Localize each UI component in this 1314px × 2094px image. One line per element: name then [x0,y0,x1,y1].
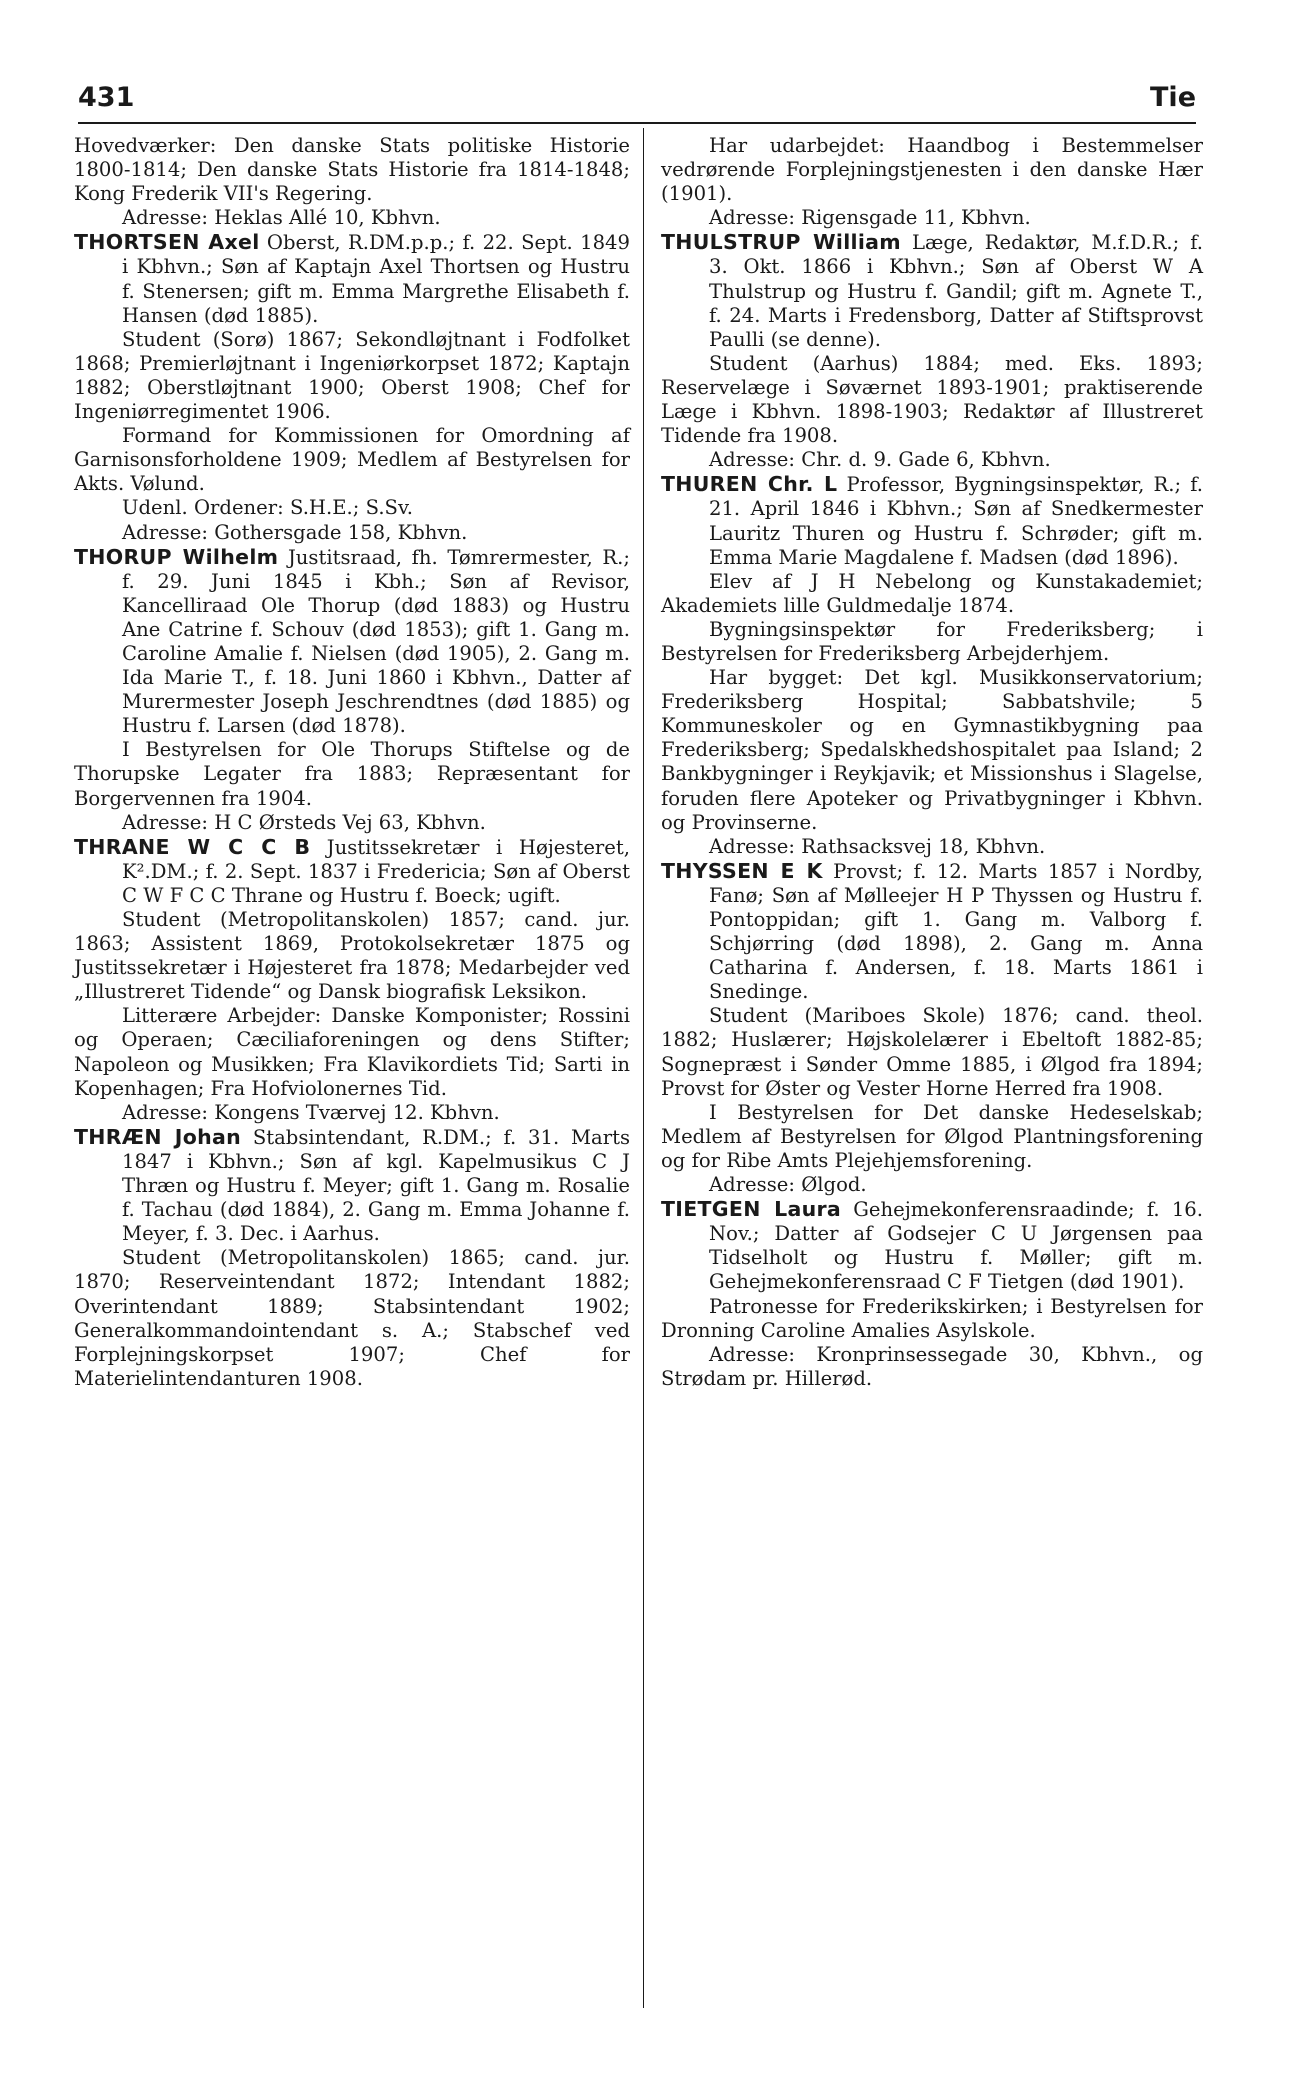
biography-entry [74,545,630,739]
entry-paragraph: Adresse: H C Ørsteds Vej 63, Kbhvn. [122,810,486,834]
entry-name: THRÆN Johan [74,1124,242,1149]
biography-entry [74,1125,630,1246]
entry-text: Gehejmekonferensraadinde; f. 16. Nov.; Datter af Godsejer C U Jørgensen paa Tidselholt og Hustru f. Møller; gift m. Gehejmekonferensraad C F Tietgen (død 1901). [709,1198,1203,1294]
entry-paragraph: Student (Sorø) 1867; Sekondløjtnant i Fodfolket 1868; Premierløjtnant i Ingeniørkorpset 1872; Kaptajn 1882; Oberstløjtnant 1900; Oberst 1908; Chef for Ingeniørregimentet 1906. [74,327,630,424]
entry-paragraph: Adresse: Kongens Tværvej 12. Kbhvn. [122,1100,500,1124]
entry-paragraph: Har bygget: Det kgl. Musikkonservatorium; Frederiksberg Hospital; Sabbatshvile; 5 Kommuneskoler og en Gymnastikbygning paa Frederiksberg; Spedalskhedshospitalet paa Island; 2 Bankbygninger i Reykjavik; et Missionshus i Slagelse, foruden flere Apoteker og Privatbygninger i Kbhvn. og Provinserne. [661,666,1203,834]
entry-name: THYSSEN E K [661,858,823,883]
entry-paragraph: Adresse: Chr. d. 9. Gade 6, Kbhvn. [709,448,1051,472]
right-column [661,134,1203,1391]
entry-paragraph: Student (Mariboes Skole) 1876; cand. theol. 1882; Huslærer; Højskolelærer i Ebeltoft 1882-85; Sognepræst i Sønder Omme 1885, i Ølgod fra 1894; Provst for Øster og Vester Horne Herred fra 1908. [661,1004,1203,1100]
entry-paragraph: Patronesse for Frederikskirken; i Bestyrelsen for Dronning Caroline Amalies Asylskole. [661,1294,1203,1342]
continued-paragraph: Hovedværker: Den danske Stats politiske Historie 1800-1814; Den danske Stats Historie fra 1814-1848; Kong Frederik VII's Regering. [74,134,630,206]
entry-paragraph: Adresse: Rathsacksvej 18, Kbhvn. [709,834,1046,858]
entry-paragraph: Litterære Arbejder: Danske Komponister; Rossini og Operaen; Cæciliaforeningen og dens Stifter; Napoleon og Musikken; Fra Klavikordiets Tid; Sarti in Kopenhagen; Fra Hofviolonernes Tid. [74,1004,630,1100]
entry-name: THORUP Wilhelm [74,544,279,569]
entry-paragraph: I Bestyrelsen for Det danske Hedeselskab; Medlem af Bestyrelsen for Ølgod Plantningsforening og for Ribe Amts Plejehjemsforening. [661,1100,1203,1172]
running-head: Tie [1150,82,1196,113]
entry-text: Oberst, R.DM.p.p.; f. 22. Sept. 1849 i Kbhvn.; Søn af Kaptajn Axel Thortsen og Hustru f. Stenersen; gift m. Emma Margrethe Elisabeth f. Hansen (død 1885). [122,231,630,327]
header-rule [78,122,1196,124]
entry-name: THRANE W C C B [74,834,311,859]
left-column [74,134,630,1391]
entry-paragraph: Har udarbejdet: Haandbog i Bestemmelser vedrørende Forplejningstjenesten i den danske Hær (1901). [661,134,1203,206]
entry-text: Justitssekretær i Højesteret, K².DM.; f. 2. Sept. 1837 i Fredericia; Søn af Oberst C W F C C Thrane og Hustru f. Boeck; ugift. [122,835,630,907]
entry-paragraph: Student (Metropolitanskolen) 1865; cand. jur. 1870; Reserveintendant 1872; Intendant 1882; Overintendant 1889; Stabsintendant 1902; Generalkommandointendant s. A.; Stabschef ved Forplejningskorpset 1907; Chef for Materielintendanturen 1908. [74,1246,630,1390]
page-header [78,82,1196,122]
column-divider [643,128,644,2008]
entry-paragraph: Adresse: Heklas Allé 10, Kbhvn. [122,206,441,230]
entry-text: Professor, Bygningsinspektør, R.; f. 21. April 1846 i Kbhvn.; Søn af Snedkermester Lauritz Thuren og Hustru f. Schrøder; gift m. Emma Marie Magdalene f. Madsen (død 1896). [709,473,1203,569]
biography-entry [74,230,630,327]
entry-paragraph: Student (Aarhus) 1884; med. Eks. 1893; Reservelæge i Søværnet 1893-1901; praktiserende Læge i Kbhvn. 1898-1903; Redaktør af Illustreret Tidende fra 1908. [661,351,1203,448]
entry-paragraph: Formand for Kommissionen for Omordning af Garnisonsforholdene 1909; Medlem af Bestyrelsen for Akts. Vølund. [74,424,630,496]
page-number: 431 [78,82,135,113]
entry-name: THORTSEN Axel [74,230,260,255]
entry-name: THUREN Chr. L [661,472,838,497]
entry-paragraph: Adresse: Ølgod. [709,1173,867,1197]
entry-paragraph: Elev af J H Nebelong og Kunstakademiet; Akademiets lille Guldmedalje 1874. [661,569,1203,617]
biography-entry [661,472,1203,569]
entry-text: Justitsraad, fh. Tømrermester, R.; f. 29. Juni 1845 i Kbh.; Søn af Revisor, Kancelliraad Ole Thorup (død 1883) og Hustru Ane Catrine f. Schouv (død 1853); gift 1. Gang m. Caroline Amalie f. Nielsen (død 1905), 2. Gang m. Ida Marie T., f. 18. Juni 1860 i Kbhvn., Datter af Murermester Joseph Jeschrendtnes (død 1885) og Hustru f. Larsen (død 1878). [122,545,630,738]
entry-paragraph: Adresse: Rigensgade 11, Kbhvn. [709,206,1031,230]
entry-paragraph: I Bestyrelsen for Ole Thorups Stiftelse og de Thorupske Legater fra 1883; Repræsentant for Borgervennen fra 1904. [74,738,630,810]
entry-paragraph: Udenl. Ordener: S.H.E.; S.Sv. [122,496,413,520]
biography-entry [661,230,1203,351]
biography-entry [74,835,630,908]
entry-paragraph: Bygningsinspektør for Frederiksberg; i Bestyrelsen for Frederiksberg Arbejderhjem. [661,617,1203,665]
biography-entry [661,1197,1203,1294]
entry-text: Provst; f. 12. Marts 1857 i Nordby, Fanø; Søn af Mølleejer H P Thyssen og Hustru f. Pontoppidan; gift 1. Gang m. Valborg f. Schjørring (død 1898), 2. Gang m. Anna Catharina f. Andersen, f. 18. Marts 1861 i Snedinge. [709,859,1203,1004]
entry-paragraph: Adresse: Kronprinsessegade 30, Kbhvn., og Strødam pr. Hillerød. [661,1342,1203,1390]
biography-entry [661,859,1203,1005]
entry-name: THULSTRUP William [661,230,901,255]
entry-paragraph: Student (Metropolitanskolen) 1857; cand. jur. 1863; Assistent 1869, Protokolsekretær 1875 og Justitssekretær i Højesteret fra 1878; Medarbejder ved „Illustreret Tidende“ og Dansk biografisk Leksikon. [74,908,630,1004]
entry-paragraph: Adresse: Gothersgade 158, Kbhvn. [122,520,468,544]
entry-text: Læge, Redaktør, M.f.D.R.; f. 3. Okt. 1866 i Kbhvn.; Søn af Oberst W A Thulstrup og Hustru f. Gandil; gift m. Agnete T., f. 24. Marts i Fredensborg, Datter af Stiftsprovst Paulli (se denne). [709,231,1203,351]
entry-name: TIETGEN Laura [661,1197,842,1222]
entry-text: Stabsintendant, R.DM.; f. 31. Marts 1847 i Kbhvn.; Søn af kgl. Kapelmusikus C J Thræn og Hustru f. Meyer; gift 1. Gang m. Rosalie f. Tachau (død 1884), 2. Gang m. Emma Johanne f. Meyer, f. 3. Dec. i Aarhus. [122,1125,630,1246]
